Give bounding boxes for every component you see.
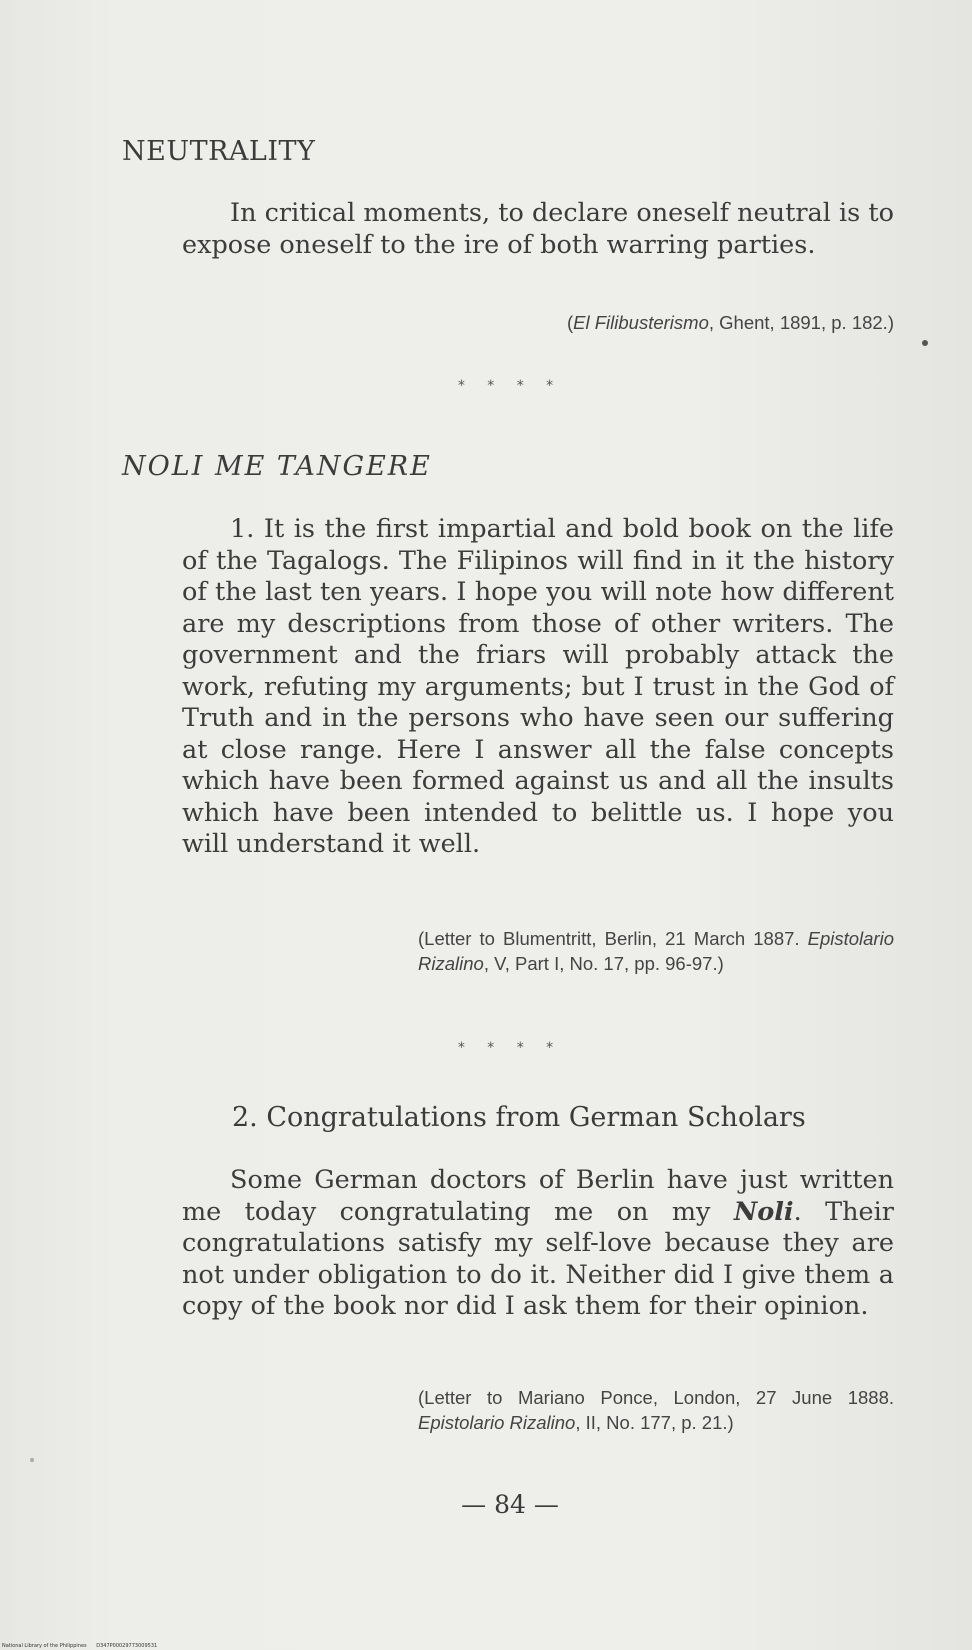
neutrality-citation: (El Filibusterismo, Ghent, 1891, p. 182.): [566, 312, 894, 333]
congratulations-paragraph: Some German doctors of Berlin have just written me today congratulating me on my Noli. Their congratulations satisfy my self-love because they are not under obligation to do it. Neither did I give them a copy of the book nor did I ask them for their opinion.: [182, 1165, 894, 1321]
scan-footer: [2, 1643, 165, 1649]
footer-library: National Library of the Philippines: [2, 1643, 87, 1649]
noli-paragraph: 1. It is the first impartial and bold book on the life of the Tagalogs. The Filipinos will find in it the history of the last ten years. I hope you will note how different are my descriptions from those of other writers. The government and the friars will probably attack the work, refuting my arguments; but I trust in the God of Truth and in the persons who have seen our suffering at close range. Here I answer all the false concepts which have been formed against us and all the insults which have been intended to belittle us. I hope you will understand it well.: [182, 514, 894, 859]
section-separator: * * * *: [457, 1040, 563, 1056]
congratulations-citation: (Letter to Mariano Ponce, London, 27 June 1888. Epistolario Rizalino, II, No. 177, p. 21.): [418, 1387, 894, 1433]
scan-speck: [922, 340, 928, 346]
neutrality-paragraph: In critical moments, to declare oneself neutral is to expose oneself to the ire of both warring parties.: [182, 198, 894, 260]
section-title-noli: NOLI ME TANGERE: [122, 451, 432, 482]
section-title-congratulations: 2. Congratulations from German Scholars: [232, 1102, 806, 1133]
scan-speck: [30, 1458, 34, 1462]
page-number: — 84 —: [461, 1490, 559, 1519]
noli-emphasis: Noli: [733, 1196, 794, 1227]
noli-citation: (Letter to Blumentritt, Berlin, 21 March 1887. Epistolario Rizalino, V, Part I, No. 17, pp. 96-97.): [418, 928, 894, 974]
section-separator: * * * *: [457, 378, 563, 394]
section-title-neutrality: NEUTRALITY: [122, 136, 316, 167]
footer-code: D347P00029773009531: [96, 1643, 158, 1649]
